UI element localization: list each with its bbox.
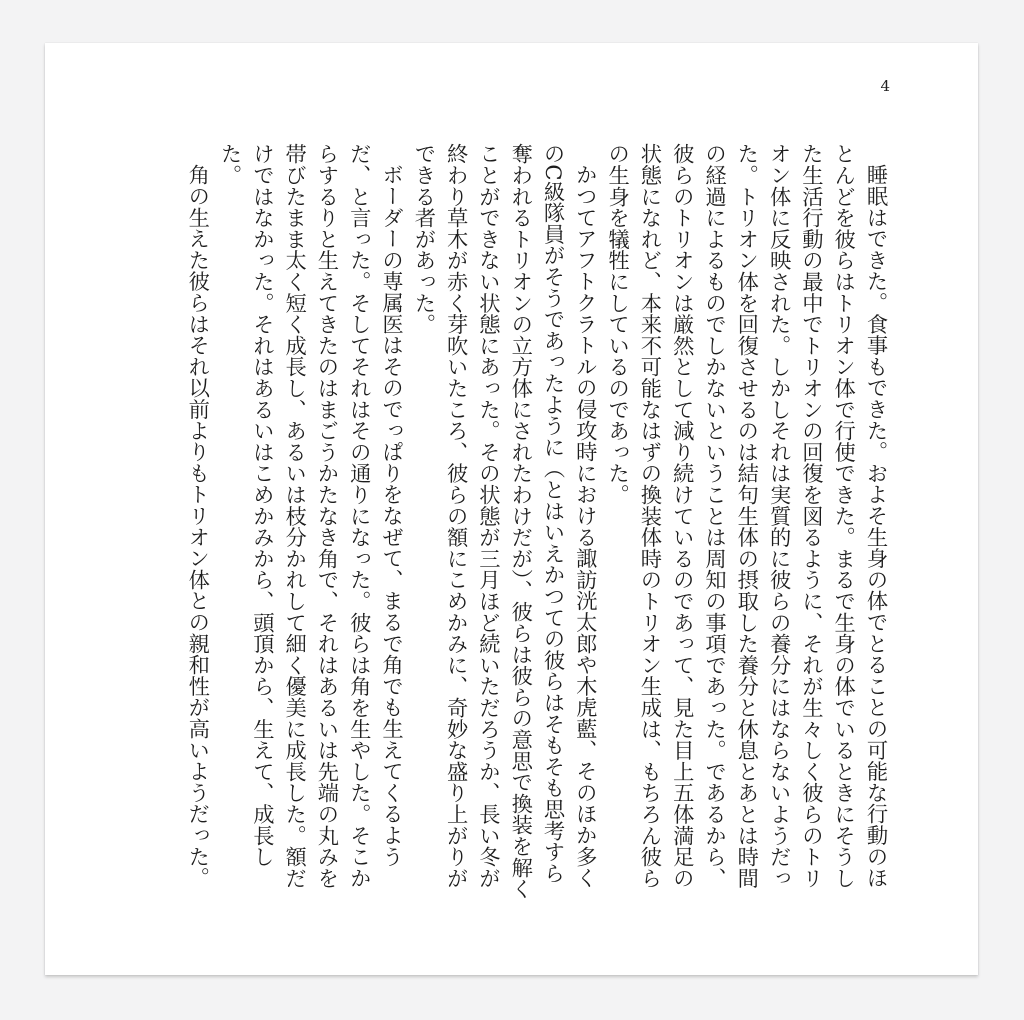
page-number: 4 xyxy=(880,77,890,95)
paragraph-4: 角の生えた彼らはそれ以前よりもトリオン体との親和性が高いようだった。 xyxy=(184,164,210,889)
document-page xyxy=(45,43,978,975)
paragraph-2: かつてアフトクラトルの侵攻時における諏訪洸太郎や木虎藍、そのほか多くのC級隊員がそうであったように（とはいえかつての彼らはそもそも思考すら奪われるトリオンの立方体にされたわけだが）、彼らは彼らの意思で換装を解くことができない状態にあった。その状態が三月ほど続いただろうか、長い冬が終わり草木が赤く芽吹いたころ、彼らの額にこめかみに、奇妙な盛り上がりができる者があった。 xyxy=(410,143,598,900)
paragraph-1: 睡眠はできた。食事もできた。およそ生身の体でとることの可能な行動のほとんどを彼らはトリオン体で行使できた。まるで生身の体でいるときにそうした生活行動の最中でトリオンの回復を図るように、それが生々しく彼らのトリオン体に反映された。しかしそれは実質的に彼らの養分にはならないようだった。トリオン体を回復させるのは結句生体の摂取した養分と休息とあとは時間の経過によるものでしかないということは周知の事項であった。であるから、彼らのトリオンは厳然として減り続けているのであって、見た目上五体満足の状態になれど、本来不可能なはずの換装体時のトリオン生成は、もちろん彼らの生身を犠牲にしているのであった。 xyxy=(604,143,888,889)
paragraph-3: ボーダーの専属医はそのでっぱりをなぜて、まるで角でも生えてくるようだ、と言った。そしてそれはその通りになった。彼らは角を生やした。そこからするりと生えてきたのはまごうかたなき角で、それはあるいは先端の丸みを帯びたまま太く短く成長し、あるいは枝分かれして細く優美に成長した。額だけではなかった。それはあるいはこめかみから、頭頂から、生えて、成長した。 xyxy=(217,143,404,889)
body-text xyxy=(180,143,891,903)
